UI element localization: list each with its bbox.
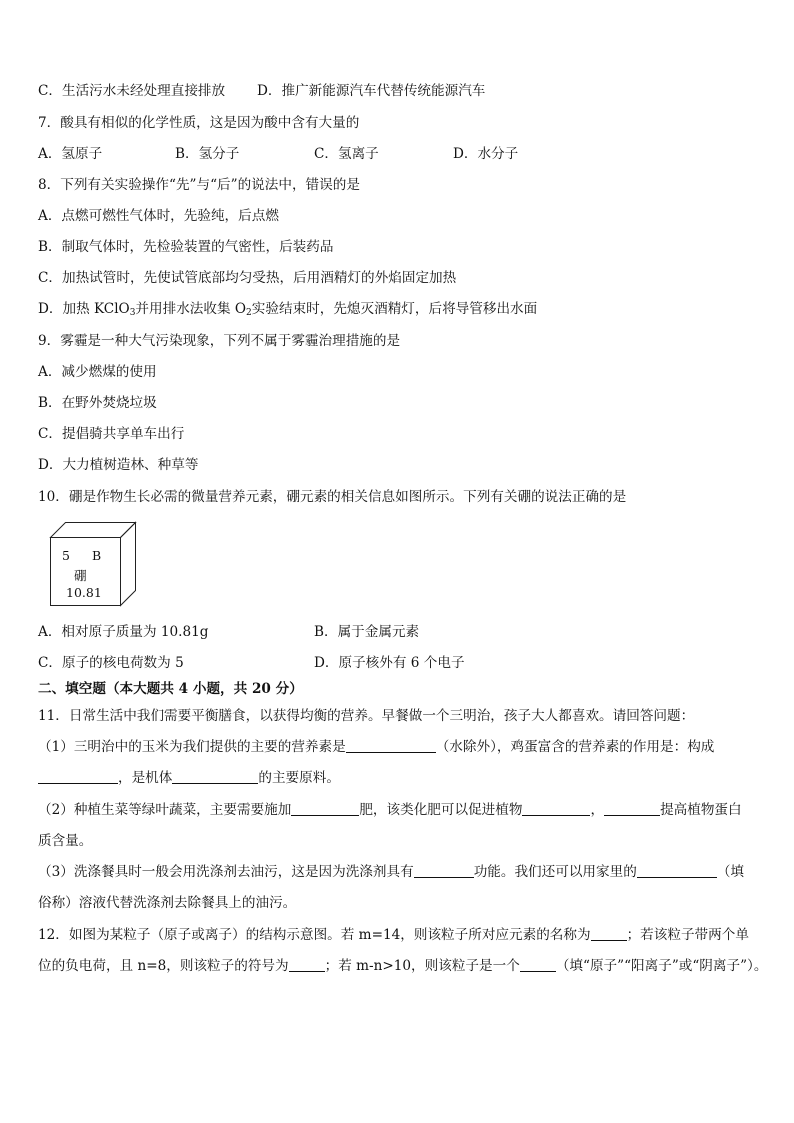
q11-p1-text-d: 的主要原料。 [258,770,340,786]
q12-text-b: ；若该粒子带两个单 [626,927,749,943]
q11-part2-line2: 质含量。 [38,833,93,849]
q9-option-c: C．提倡骑共享单车出行 [38,426,185,442]
q8-stem: 8．下列有关实验操作“先”与“后”的说法中，错误的是 [38,177,360,193]
q6-option-d: D．推广新能源汽车代替传统能源汽车 [257,83,486,99]
q9-option-d: D．大力植树造林、种草等 [38,457,199,473]
q10-stem: 10．硼是作物生长必需的微量营养元素，硼元素的相关信息如图所示。下列有关硼的说法正确的是 [38,489,627,505]
q12-blank-symbol[interactable] [289,957,325,972]
q6-option-c: C．生活污水未经处理直接排放 [38,83,226,99]
q11-blank-fertilizer[interactable] [291,801,359,816]
element-name: 硼 [74,568,87,583]
q11-part3-line2: 俗称）溶液代替洗涤剂去除餐具上的油污。 [38,895,297,911]
q8-option-d-sub-1: 3 [129,308,136,318]
q10-option-d: D．原子核外有 6 个电子 [314,655,465,671]
q11-p1-text-c: ，是机体 [118,770,173,786]
q8-option-d-text-1: D．加热 KClO [38,301,130,317]
q12-text-c: 位的负电荷，且 n=8，则该粒子的符号为 [38,958,289,974]
q11-p2-text-c: ， [590,802,605,818]
q8-option-d-text-2: 并用排水法收集 O [135,301,247,317]
q8-option-d-text-3: 实验结束时，先熄灭酒精灯，后将导管移出水面 [251,301,538,317]
q11-blank-growth[interactable] [522,801,590,816]
q11-part3-line1 [38,863,744,881]
q10-option-a: A．相对原子质量为 10.81g [38,624,209,640]
q7-stem: 7．酸具有相似的化学性质，这是因为酸中含有大量的 [38,115,360,131]
q12-text-d: ；若 m-n>10，则该粒子是一个 [324,958,520,974]
q7-option-b: B．氢分子 [175,146,240,162]
q7-option-a: A．氢原子 [38,146,103,162]
q7-option-c: C．氢离子 [314,146,379,162]
element-atomic-number: 5 [62,548,70,563]
q12-line2 [38,957,767,975]
q8-option-d [38,300,537,318]
q12-blank-element-name[interactable] [591,926,627,941]
q9-stem: 9．雾霾是一种大气污染现象，下列不属于雾霾治理措施的是 [38,333,401,349]
q11-part2-line1 [38,801,742,819]
q12-blank-particle-type[interactable] [520,957,556,972]
q11-stem: 11．日常生活中我们需要平衡膳食，以获得均衡的营养。早餐做一个三明治，孩子大人都喜欢。请回答问题： [38,708,695,724]
q8-option-a: A．点燃可燃性气体时，先验纯，后点燃 [38,208,279,224]
q9-option-b: B．在野外焚烧垃圾 [38,395,157,411]
element-atomic-mass: 10.81 [66,585,102,600]
section-2-heading: 二、填空题（本大题共 4 小题，共 20 分） [38,681,303,697]
q11-p1-text-a: （1）三明治中的玉米为我们提供的主要的营养素是 [38,739,346,755]
q11-p3-text-b: 功能。我们还可以用家里的 [473,864,637,880]
q11-part1-line2 [38,769,340,787]
q7-option-d: D．水分子 [453,146,519,162]
q10-option-b: B．属于金属元素 [314,624,420,640]
q11-blank-material[interactable] [172,769,258,784]
q8-option-d-sub-2: 2 [246,308,252,318]
q9-option-a: A．减少燃煤的使用 [38,364,157,380]
q11-blank-improve[interactable] [604,801,660,816]
q11-p1-text-b: （水除外），鸡蛋富含的营养素的作用是：构成 [435,739,715,755]
element-cube-figure [46,520,138,610]
q12-text-e: （填“原子”“阳离子”或“阴离子”）。 [555,958,768,974]
q11-p2-text-d: 提高植物蛋白 [660,802,742,818]
q11-blank-household[interactable] [637,863,717,878]
q10-option-c: C．原子的核电荷数为 5 [38,655,184,671]
q11-p3-text-c: （填 [716,864,744,880]
q12-line1 [38,926,749,944]
element-symbol: B [92,548,102,563]
q11-p2-text-b: 肥，该类化肥可以促进植物 [359,802,523,818]
q11-blank-nutrient[interactable] [346,738,436,753]
q11-p2-text-a: （2）种植生菜等绿叶蔬菜，主要需要施加 [38,802,292,818]
q12-text-a: 12．如图为某粒子（原子或离子）的结构示意图。若 m=14，则该粒子所对应元素的名称为 [38,927,591,943]
q8-option-b: B．制取气体时，先检验装置的气密性，后装药品 [38,239,334,255]
q11-blank-constitute[interactable] [38,769,118,784]
q8-option-c: C．加热试管时，先使试管底部均匀受热，后用酒精灯的外焰固定加热 [38,270,457,286]
q11-blank-emulsify[interactable] [414,863,474,878]
q11-part1-line1 [38,738,714,756]
q11-p3-text-a: （3）洗涤餐具时一般会用洗涤剂去油污，这是因为洗涤剂具有 [38,864,414,880]
